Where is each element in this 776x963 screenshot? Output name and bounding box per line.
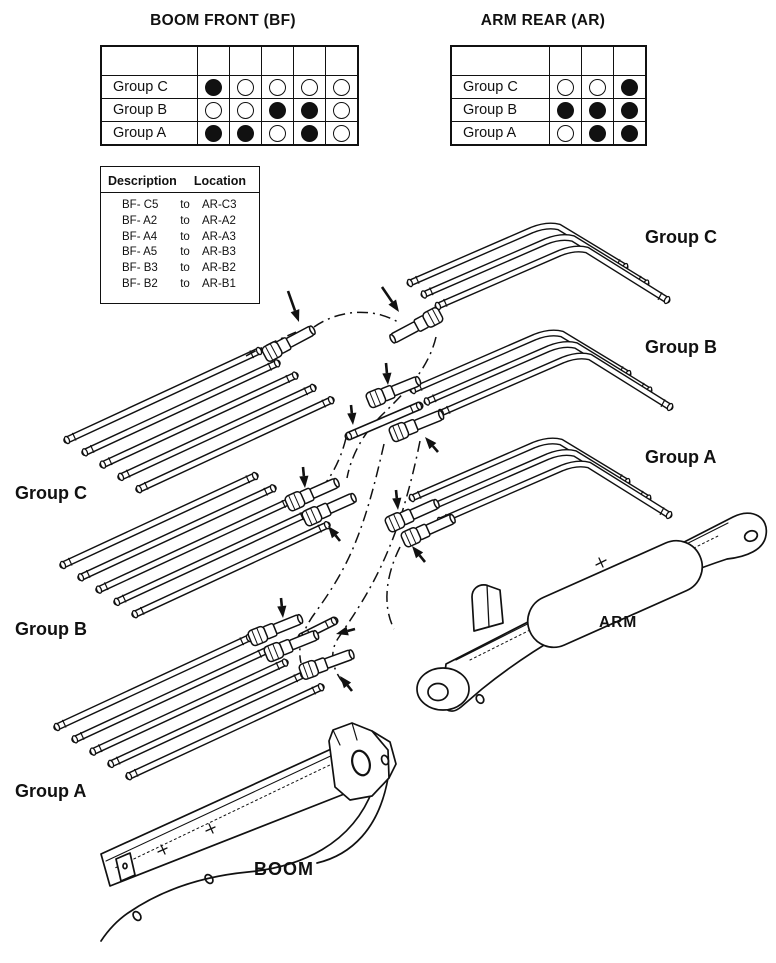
empty-dot: [333, 125, 350, 142]
pointer-arrows: [277, 287, 438, 691]
connection-cell: BF- A4: [122, 230, 158, 243]
connection-cell: BF- A2: [122, 214, 158, 227]
connection-cell: AR-B1: [202, 277, 236, 290]
empty-dot: [237, 102, 254, 119]
group-row-label: Group B: [101, 99, 198, 122]
port-dot-filled-cell: [614, 76, 647, 99]
port-dot-empty-cell: [326, 76, 359, 99]
connection-col-location: Location: [193, 174, 246, 188]
connection-cell: BF- B3: [122, 262, 158, 275]
port-dot-empty-cell: [326, 122, 359, 146]
boom-label: BOOM: [254, 859, 314, 879]
port-dot-filled-cell: [550, 99, 582, 122]
dot-row: [101, 99, 358, 122]
connection-row: [101, 214, 259, 230]
dot-row: [451, 99, 646, 122]
filled-dot: [237, 125, 254, 142]
dot-table-header-cell: [198, 46, 230, 76]
connection-row: [101, 277, 259, 293]
connection-cell: AR-A3: [202, 230, 236, 243]
empty-dot: [237, 79, 254, 96]
empty-dot: [269, 79, 286, 96]
group-row-label: Group C: [101, 76, 198, 99]
connection-cell: to: [180, 214, 190, 227]
empty-dot: [333, 79, 350, 96]
dot-row: [451, 76, 646, 99]
port-dot-empty-cell: [550, 122, 582, 146]
bf-dot-table: [100, 45, 359, 146]
port-dot-empty-cell: [230, 76, 262, 99]
filled-dot: [269, 102, 286, 119]
dot-table-corner-cell: [101, 46, 198, 76]
filled-dot: [589, 125, 606, 142]
filled-dot: [205, 125, 222, 142]
port-dot-empty-cell: [550, 76, 582, 99]
dot-table-header-cell: [614, 46, 647, 76]
dot-table-header-cell: [550, 46, 582, 76]
port-dot-filled-cell: [198, 122, 230, 146]
empty-dot: [589, 79, 606, 96]
ar-dot-table: [450, 45, 647, 146]
right-group-a-label: Group A: [645, 447, 717, 467]
dot-table-header-cell: [294, 46, 326, 76]
connection-table: [100, 166, 260, 304]
connection-cell: AR-C3: [202, 199, 237, 211]
boom-drawing: [101, 723, 396, 941]
filled-dot: [557, 102, 574, 119]
boom-straight-pipes: [53, 346, 335, 781]
filled-dot: [301, 102, 318, 119]
port-dot-filled-cell: [262, 99, 294, 122]
connection-row: [101, 198, 259, 214]
port-dot-empty-cell: [262, 122, 294, 146]
right-group-b-label: Group B: [645, 337, 717, 357]
port-dot-empty-cell: [262, 76, 294, 99]
filled-dot: [621, 79, 638, 96]
connection-row: [101, 245, 259, 261]
connection-cell: AR-B3: [202, 246, 236, 259]
group-row-label: Group B: [451, 99, 550, 122]
ar-table-title: ARM REAR (AR): [480, 12, 606, 29]
filled-dot: [301, 125, 318, 142]
port-dot-empty-cell: [294, 76, 326, 99]
connection-cell: BF- C5: [122, 199, 159, 211]
port-dot-filled-cell: [614, 99, 647, 122]
dot-table-header-cell: [326, 46, 359, 76]
port-dot-empty-cell: [582, 76, 614, 99]
connection-cell: BF- B2: [122, 277, 158, 290]
bf-table-title: BOOM FRONT (BF): [150, 12, 296, 29]
left-group-a-label: Group A: [15, 781, 87, 801]
port-dot-filled-cell: [582, 99, 614, 122]
connection-cell: to: [180, 199, 190, 211]
left-group-c-label: Group C: [15, 483, 87, 503]
dot-row: [101, 122, 358, 146]
connection-row: [101, 261, 259, 277]
empty-dot: [557, 79, 574, 96]
empty-dot: [333, 102, 350, 119]
empty-dot: [205, 102, 222, 119]
port-dot-filled-cell: [294, 122, 326, 146]
port-dot-filled-cell: [294, 99, 326, 122]
connection-cell: AR-B2: [202, 262, 236, 275]
group-row-label: Group A: [451, 122, 550, 146]
right-group-c-label: Group C: [645, 227, 717, 247]
arm-label: ARM: [599, 614, 638, 631]
dot-table-header-row: [101, 46, 358, 76]
port-dot-empty-cell: [198, 99, 230, 122]
filled-dot: [621, 125, 638, 142]
connection-cell: BF- A5: [122, 246, 158, 259]
dot-table-header-cell: [262, 46, 294, 76]
dot-table-corner-cell: [451, 46, 550, 76]
filled-dot: [589, 102, 606, 119]
dot-table-header-cell: [230, 46, 262, 76]
filled-dot: [205, 79, 222, 96]
connection-row: [101, 230, 259, 246]
connection-table-rows: [101, 193, 259, 293]
port-dot-filled-cell: [614, 122, 647, 146]
arm-bent-pipes: [406, 226, 674, 526]
dot-table-header-row: [451, 46, 646, 76]
dot-row: [101, 76, 358, 99]
port-dot-empty-cell: [230, 99, 262, 122]
group-row-label: Group C: [451, 76, 550, 99]
port-dot-empty-cell: [326, 99, 359, 122]
connection-cell: to: [180, 230, 190, 243]
group-row-label: Group A: [101, 122, 198, 146]
connection-cell: to: [180, 277, 190, 290]
connection-cell: to: [180, 246, 190, 259]
dot-row: [451, 122, 646, 146]
connection-col-description: Description: [108, 174, 177, 188]
port-dot-filled-cell: [582, 122, 614, 146]
connection-cell: AR-A2: [202, 214, 236, 227]
empty-dot: [557, 125, 574, 142]
port-dot-filled-cell: [230, 122, 262, 146]
arm-drawing: [417, 513, 766, 711]
filled-dot: [621, 102, 638, 119]
dot-table-header-cell: [582, 46, 614, 76]
empty-dot: [301, 79, 318, 96]
empty-dot: [269, 125, 286, 142]
left-group-b-label: Group B: [15, 619, 87, 639]
connection-cell: to: [180, 262, 190, 275]
port-dot-filled-cell: [198, 76, 230, 99]
connection-table-header: [101, 167, 259, 193]
